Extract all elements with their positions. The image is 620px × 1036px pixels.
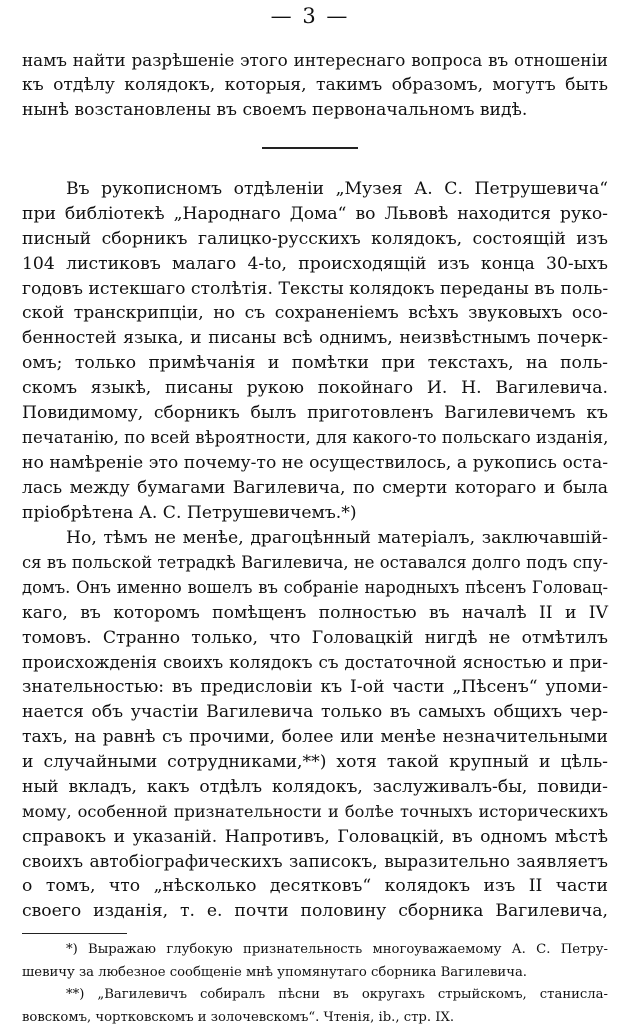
- text-line: ный вкладъ, какъ отдѣлъ колядокъ, заслуживалъ-бы, повиди-: [22, 776, 608, 797]
- text-line: омъ; только примѣчанія и помѣтки при текстахъ, на поль-: [22, 353, 608, 374]
- footnotes: [22, 939, 608, 1029]
- text-line: своихъ автобіографическихъ записокъ, выразительно заявляетъ: [22, 851, 608, 872]
- text-line: пріобрѣтена А. С. Петрушевичемъ.*): [22, 502, 357, 523]
- text-line: справокъ и указаній. Напротивъ, Головацкій, въ одномъ мѣстѣ: [22, 826, 608, 847]
- text-line: при библіотекѣ „Народнаго Дома“ во Львовѣ находится руко-: [22, 203, 608, 224]
- text-line: мому, особенной признательности и болѣе точныхъ историческихъ: [22, 801, 608, 821]
- text-line: бенностей языка, и писаны всѣ однимъ, неизвѣстнымъ почерк-: [22, 328, 608, 349]
- text-line: Въ рукописномъ отдѣленіи „Музея А. С. Петрушевича“: [66, 179, 608, 199]
- text-line: лась между бумагами Вагилевича, по смерти котораго и была: [22, 477, 608, 498]
- text-line: томовъ. Странно только, что Головацкій нигдѣ не отмѣтилъ: [22, 627, 608, 648]
- text-line: знательностью: въ предисловіи къ I-ой части „Пѣсенъ“ упоми-: [22, 677, 608, 698]
- page-number: — 3 —: [270, 4, 350, 28]
- text-line: происхожденія своихъ колядокъ съ достаточной ясностью и при-: [22, 652, 608, 673]
- text-line: нынѣ возстановлены въ своемъ первоначальномъ видѣ.: [22, 99, 528, 120]
- text-line: ся въ польской тетрадкѣ Вагилевича, не оставался долго подъ спу-: [22, 552, 608, 572]
- text-line: и случайными сотрудниками,**) хотя такой крупный и цѣль-: [22, 752, 608, 773]
- text-line: Повидимому, сборникъ былъ приготовленъ Вагилевичемъ къ: [22, 403, 608, 424]
- paragraph-2: [22, 526, 608, 924]
- text-line: къ отдѣлу колядокъ, которыя, такимъ образомъ, могутъ быть: [22, 74, 608, 95]
- footnote-line: **) „Вагилевичъ собиралъ пѣсни въ округахъ стрыйскомъ, станисла-: [66, 987, 608, 1002]
- text-line: ской транскрипціи, но съ сохраненіемъ всѣхъ звуковыхъ осо-: [22, 303, 608, 324]
- text-line: 104 листиковъ малаго 4-to, происходящій изъ конца 30-ыхъ: [22, 253, 608, 274]
- section-divider: [262, 147, 358, 149]
- intro-paragraph: [22, 48, 608, 123]
- text-line: о томъ, что „нѣсколько десятковъ“ колядокъ изъ II части: [22, 876, 608, 897]
- text-line: намъ найти разрѣшеніе этого интереснаго вопроса въ отношеніи: [22, 50, 608, 70]
- footnote-divider: [22, 933, 127, 934]
- footnote-line: *) Выражаю глубокую признательность многоуважаемому А. С. Петру-: [66, 942, 608, 957]
- text-line: своего изданія, т. е. почти половину сборника Вагилевича,: [22, 901, 608, 922]
- footnote-line: вовскомъ, чортковскомъ и золочевскомъ“. Чтенія, ib., стр. IX.: [22, 1009, 455, 1025]
- text-line: каго, въ которомъ помѣщенъ полностью въ началѣ II и IV: [22, 602, 608, 623]
- text-line: годовъ истекшаго столѣтія. Тексты колядокъ переданы въ поль-: [22, 278, 609, 299]
- text-line: домъ. Онъ именно вошелъ въ собраніе народныхъ пѣсенъ Головац-: [22, 577, 608, 597]
- text-line: нается объ участіи Вагилевича только въ самыхъ общихъ чер-: [22, 702, 608, 723]
- text-line: Но, тѣмъ не менѣе, драгоцѣнный матеріалъ, заключавшій-: [66, 528, 608, 548]
- paragraph-1: [22, 177, 608, 525]
- text-line: писный сборникъ галицко-русскихъ колядокъ, состоящій изъ: [22, 228, 608, 249]
- text-line: тахъ, на равнѣ съ прочими, более или менѣе незначительными: [22, 727, 608, 748]
- text-line: печатанію, по всей вѣроятности, для какого-то польскаго изданія,: [22, 427, 609, 447]
- text-line: скомъ языкѣ, писаны рукою покойнаго И. Н. Вагилевича.: [22, 378, 608, 399]
- text-line: но намѣреніе это почему-то не осуществилось, а рукопись оста-: [22, 452, 608, 473]
- footnote-line: шевичу за любезное сообщеніе мнѣ упомянутаго сборника Вагилевича.: [22, 964, 527, 980]
